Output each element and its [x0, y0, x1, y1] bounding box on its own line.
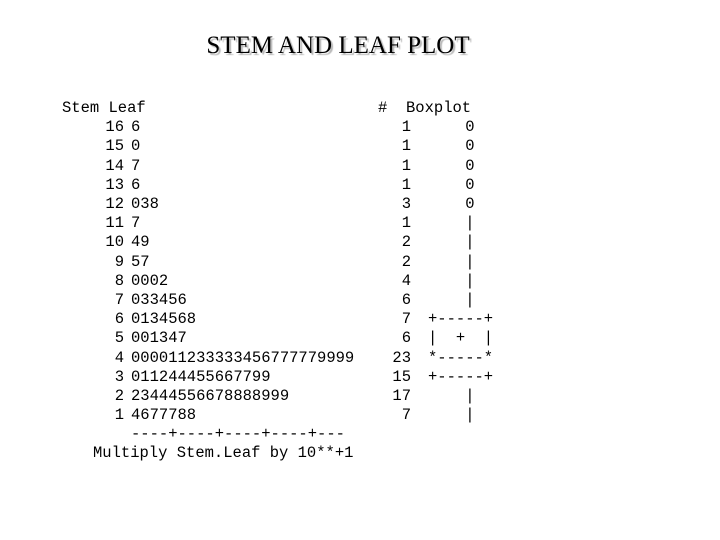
- stem-value: 4: [114, 348, 124, 367]
- count-value: 1: [401, 156, 411, 175]
- boxplot-glyph: |: [428, 291, 475, 309]
- leaf-value: 57: [131, 252, 150, 271]
- count-value: 1: [401, 137, 411, 156]
- leaf-value: 49: [131, 233, 150, 252]
- leaf-value: 4677788: [131, 406, 197, 425]
- header-row: [0, 99, 472, 118]
- stem-value: 11: [105, 214, 124, 233]
- stem-leaf-header: Stem Leaf: [62, 99, 146, 117]
- stem-value: 10: [105, 233, 124, 252]
- stem-value: 12: [105, 195, 124, 213]
- boxplot-glyph: *-----*: [428, 348, 494, 367]
- boxplot-glyph: 0: [428, 137, 475, 156]
- stem-leaf-plot: [0, 99, 720, 479]
- boxplot-header: Boxplot: [406, 99, 472, 117]
- stem-value: 9: [114, 252, 124, 271]
- boxplot-glyph: +-----+: [428, 367, 494, 386]
- stem-value: 3: [114, 367, 124, 386]
- boxplot-glyph: |: [428, 252, 475, 271]
- axis-line: ----+----+----+----+---: [131, 425, 345, 443]
- count-value: 1: [401, 175, 411, 194]
- plot-title: STEM AND LEAF PLOT: [206, 32, 470, 59]
- boxplot-glyph: |: [428, 233, 475, 252]
- stem-value: 5: [114, 329, 124, 348]
- boxplot-glyph: |: [428, 406, 475, 425]
- stem-value: 6: [114, 310, 124, 329]
- count-value: 17: [392, 387, 411, 405]
- count-value: 1: [401, 118, 411, 137]
- multiplier-footnote: Multiply Stem.Leaf by 10**+1: [93, 444, 354, 462]
- leaf-value: 23444556678888999: [131, 387, 290, 405]
- count-value: 7: [401, 406, 411, 425]
- count-header: #: [378, 99, 388, 117]
- count-value: 1: [401, 214, 411, 233]
- stem-value: 16: [105, 118, 124, 137]
- boxplot-glyph: | + |: [428, 329, 494, 348]
- count-value: 23: [392, 348, 411, 367]
- stem-value: 2: [114, 387, 124, 405]
- boxplot-glyph: |: [428, 271, 475, 290]
- count-value: 4: [401, 271, 411, 290]
- count-value: 2: [401, 233, 411, 252]
- leaf-value: 0134568: [131, 310, 197, 329]
- leaf-value: 7: [131, 156, 141, 175]
- leaf-value: 011244455667799: [131, 367, 271, 386]
- leaf-value: 0002: [131, 271, 169, 290]
- boxplot-glyph: 0: [428, 175, 475, 194]
- leaf-value: 000011233333456777779999: [131, 348, 355, 367]
- stem-value: 14: [105, 156, 124, 175]
- boxplot-glyph: |: [428, 214, 475, 233]
- stem-value: 15: [105, 137, 124, 156]
- leaf-value: 001347: [131, 329, 187, 348]
- count-value: 3: [401, 195, 411, 213]
- boxplot-glyph: 0: [428, 118, 475, 137]
- boxplot-glyph: +-----+: [428, 310, 494, 329]
- stem-value: 8: [114, 271, 124, 290]
- leaf-value: 6: [131, 118, 141, 137]
- count-value: 2: [401, 252, 411, 271]
- stem-value: 13: [105, 175, 124, 194]
- stem-value: 7: [114, 291, 124, 309]
- boxplot-glyph: |: [428, 387, 475, 405]
- boxplot-glyph: 0: [428, 156, 475, 175]
- count-value: 7: [401, 310, 411, 329]
- leaf-value: 038: [131, 195, 159, 213]
- stem-value: 1: [114, 406, 124, 425]
- count-value: 6: [401, 291, 411, 309]
- count-value: 6: [401, 329, 411, 348]
- leaf-value: 033456: [131, 291, 187, 309]
- boxplot-glyph: 0: [428, 195, 475, 213]
- leaf-value: 0: [131, 137, 141, 156]
- leaf-value: 7: [131, 214, 141, 233]
- leaf-value: 6: [131, 175, 141, 194]
- count-value: 15: [392, 367, 411, 386]
